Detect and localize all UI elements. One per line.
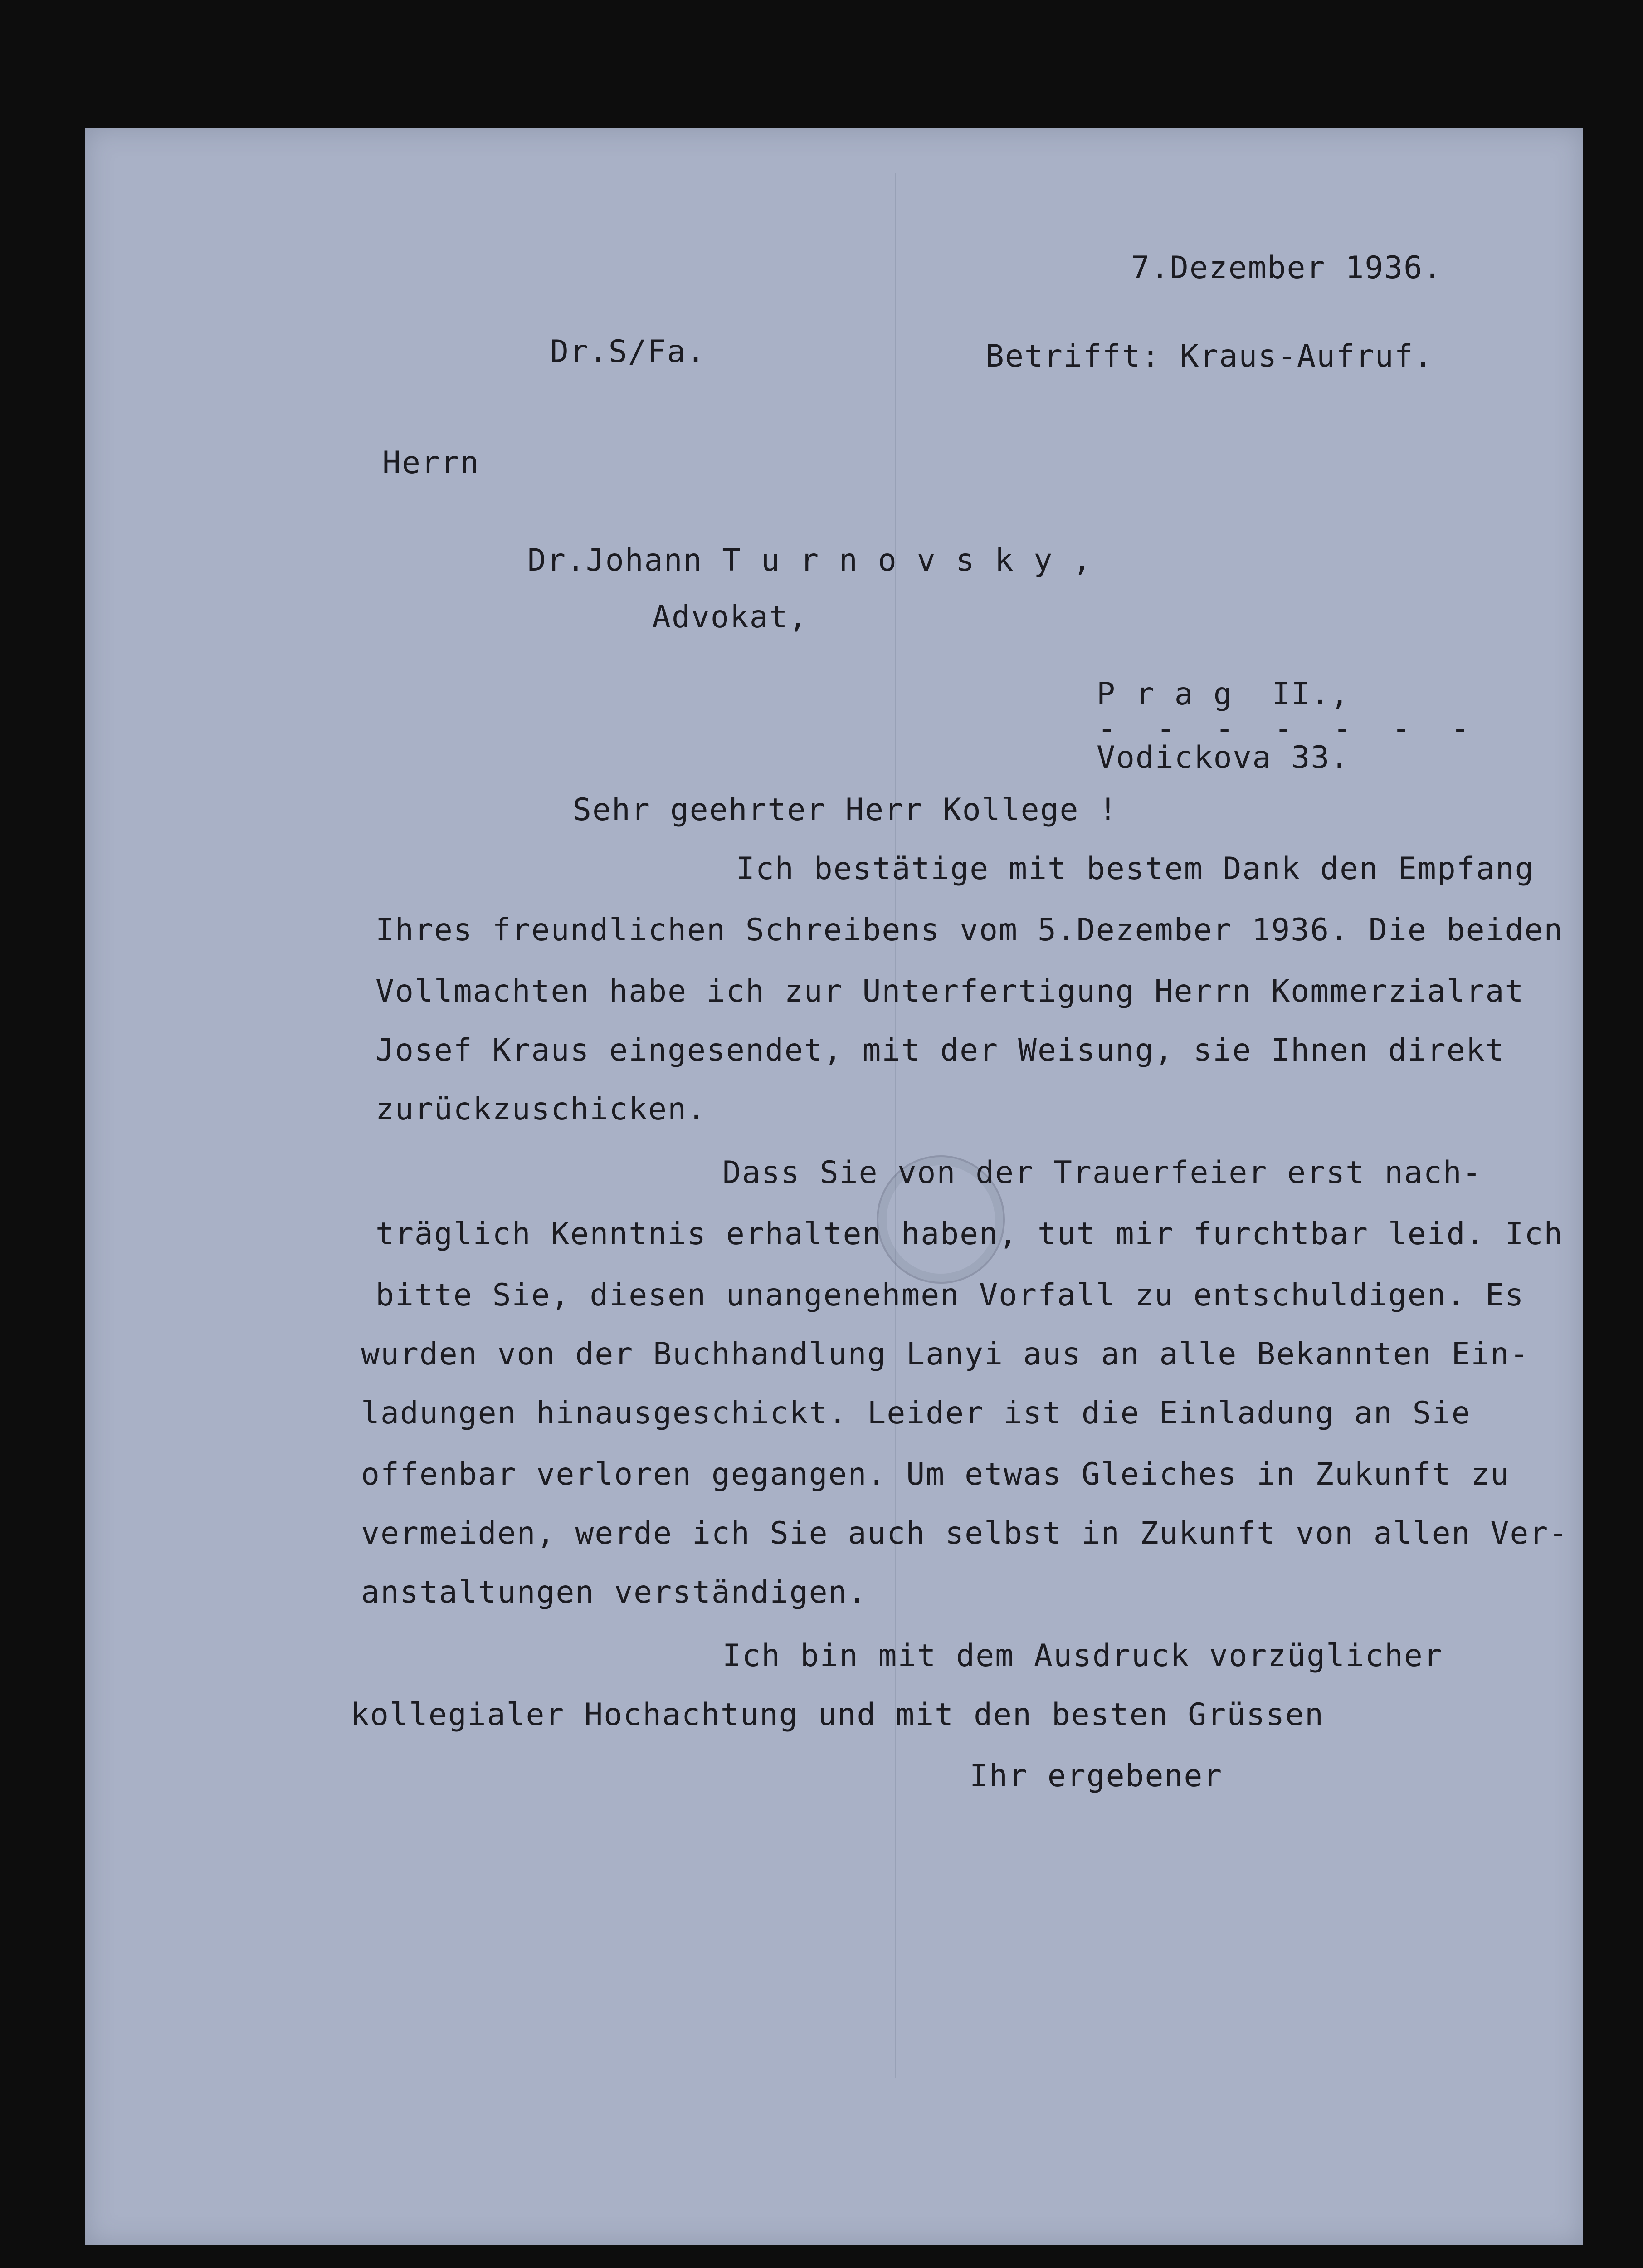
paragraph2-line: wurden von der Buchhandlung Lanyi aus an alle Bekannten Ein- xyxy=(361,1336,1530,1372)
fold-crease xyxy=(895,173,896,2078)
closing-line: Ich bin mit dem Ausdruck vorzüglicher xyxy=(722,1638,1443,1674)
letter-sheet xyxy=(85,128,1583,2245)
paragraph2-line: anstaltungen verständigen. xyxy=(361,1574,868,1610)
letter-date: 7.Dezember 1936. xyxy=(1131,250,1443,286)
subject-line: Betrifft: Kraus-Aufruf. xyxy=(985,338,1433,374)
paragraph1-line: Ich bestätige mit bestem Dank den Empfang xyxy=(736,851,1535,887)
city-underline: - - - - - - - xyxy=(1097,711,1481,747)
recipient-street: Vodickova 33. xyxy=(1097,740,1350,776)
paragraph2-line: bitte Sie, diesen unangenehmen Vorfall zu entschuldigen. Es xyxy=(375,1277,1525,1313)
recipient-name: Dr.Johann T u r n o v s k y , xyxy=(527,543,1092,578)
paragraph2-line: träglich Kenntnis erhalten haben, tut mir furchtbar leid. Ich xyxy=(375,1216,1564,1252)
reference-code: Dr.S/Fa. xyxy=(550,334,706,370)
paragraph1-line: Vollmachten habe ich zur Unterfertigung Herrn Kommerzialrat xyxy=(375,973,1525,1009)
address-salutation: Herrn xyxy=(382,445,480,481)
paragraph2-line: offenbar verloren gegangen. Um etwas Gleiches in Zukunft zu xyxy=(361,1457,1510,1492)
recipient-title: Advokat, xyxy=(652,599,808,635)
paragraph1-line: Ihres freundlichen Schreibens vom 5.Dezember 1936. Die beiden xyxy=(375,912,1564,948)
paragraph2-line: vermeiden, werde ich Sie auch selbst in Zukunft von allen Ver- xyxy=(361,1515,1569,1551)
paragraph2-line: ladungen hinausgeschickt. Leider ist die Einladung an Sie xyxy=(361,1395,1471,1431)
closing-line: kollegialer Hochachtung und mit den besten Grüssen xyxy=(351,1697,1324,1733)
paragraph1-line: zurückzuschicken. xyxy=(375,1091,707,1127)
paragraph1-line: Josef Kraus eingesendet, mit der Weisung, sie Ihnen direkt xyxy=(375,1032,1505,1068)
signoff: Ihr ergebener xyxy=(970,1758,1223,1794)
greeting: Sehr geehrter Herr Kollege ! xyxy=(573,792,1118,828)
recipient-city: P r a g II., xyxy=(1097,676,1350,712)
paragraph2-line: Dass Sie von der Trauerfeier erst nach- xyxy=(722,1155,1482,1191)
